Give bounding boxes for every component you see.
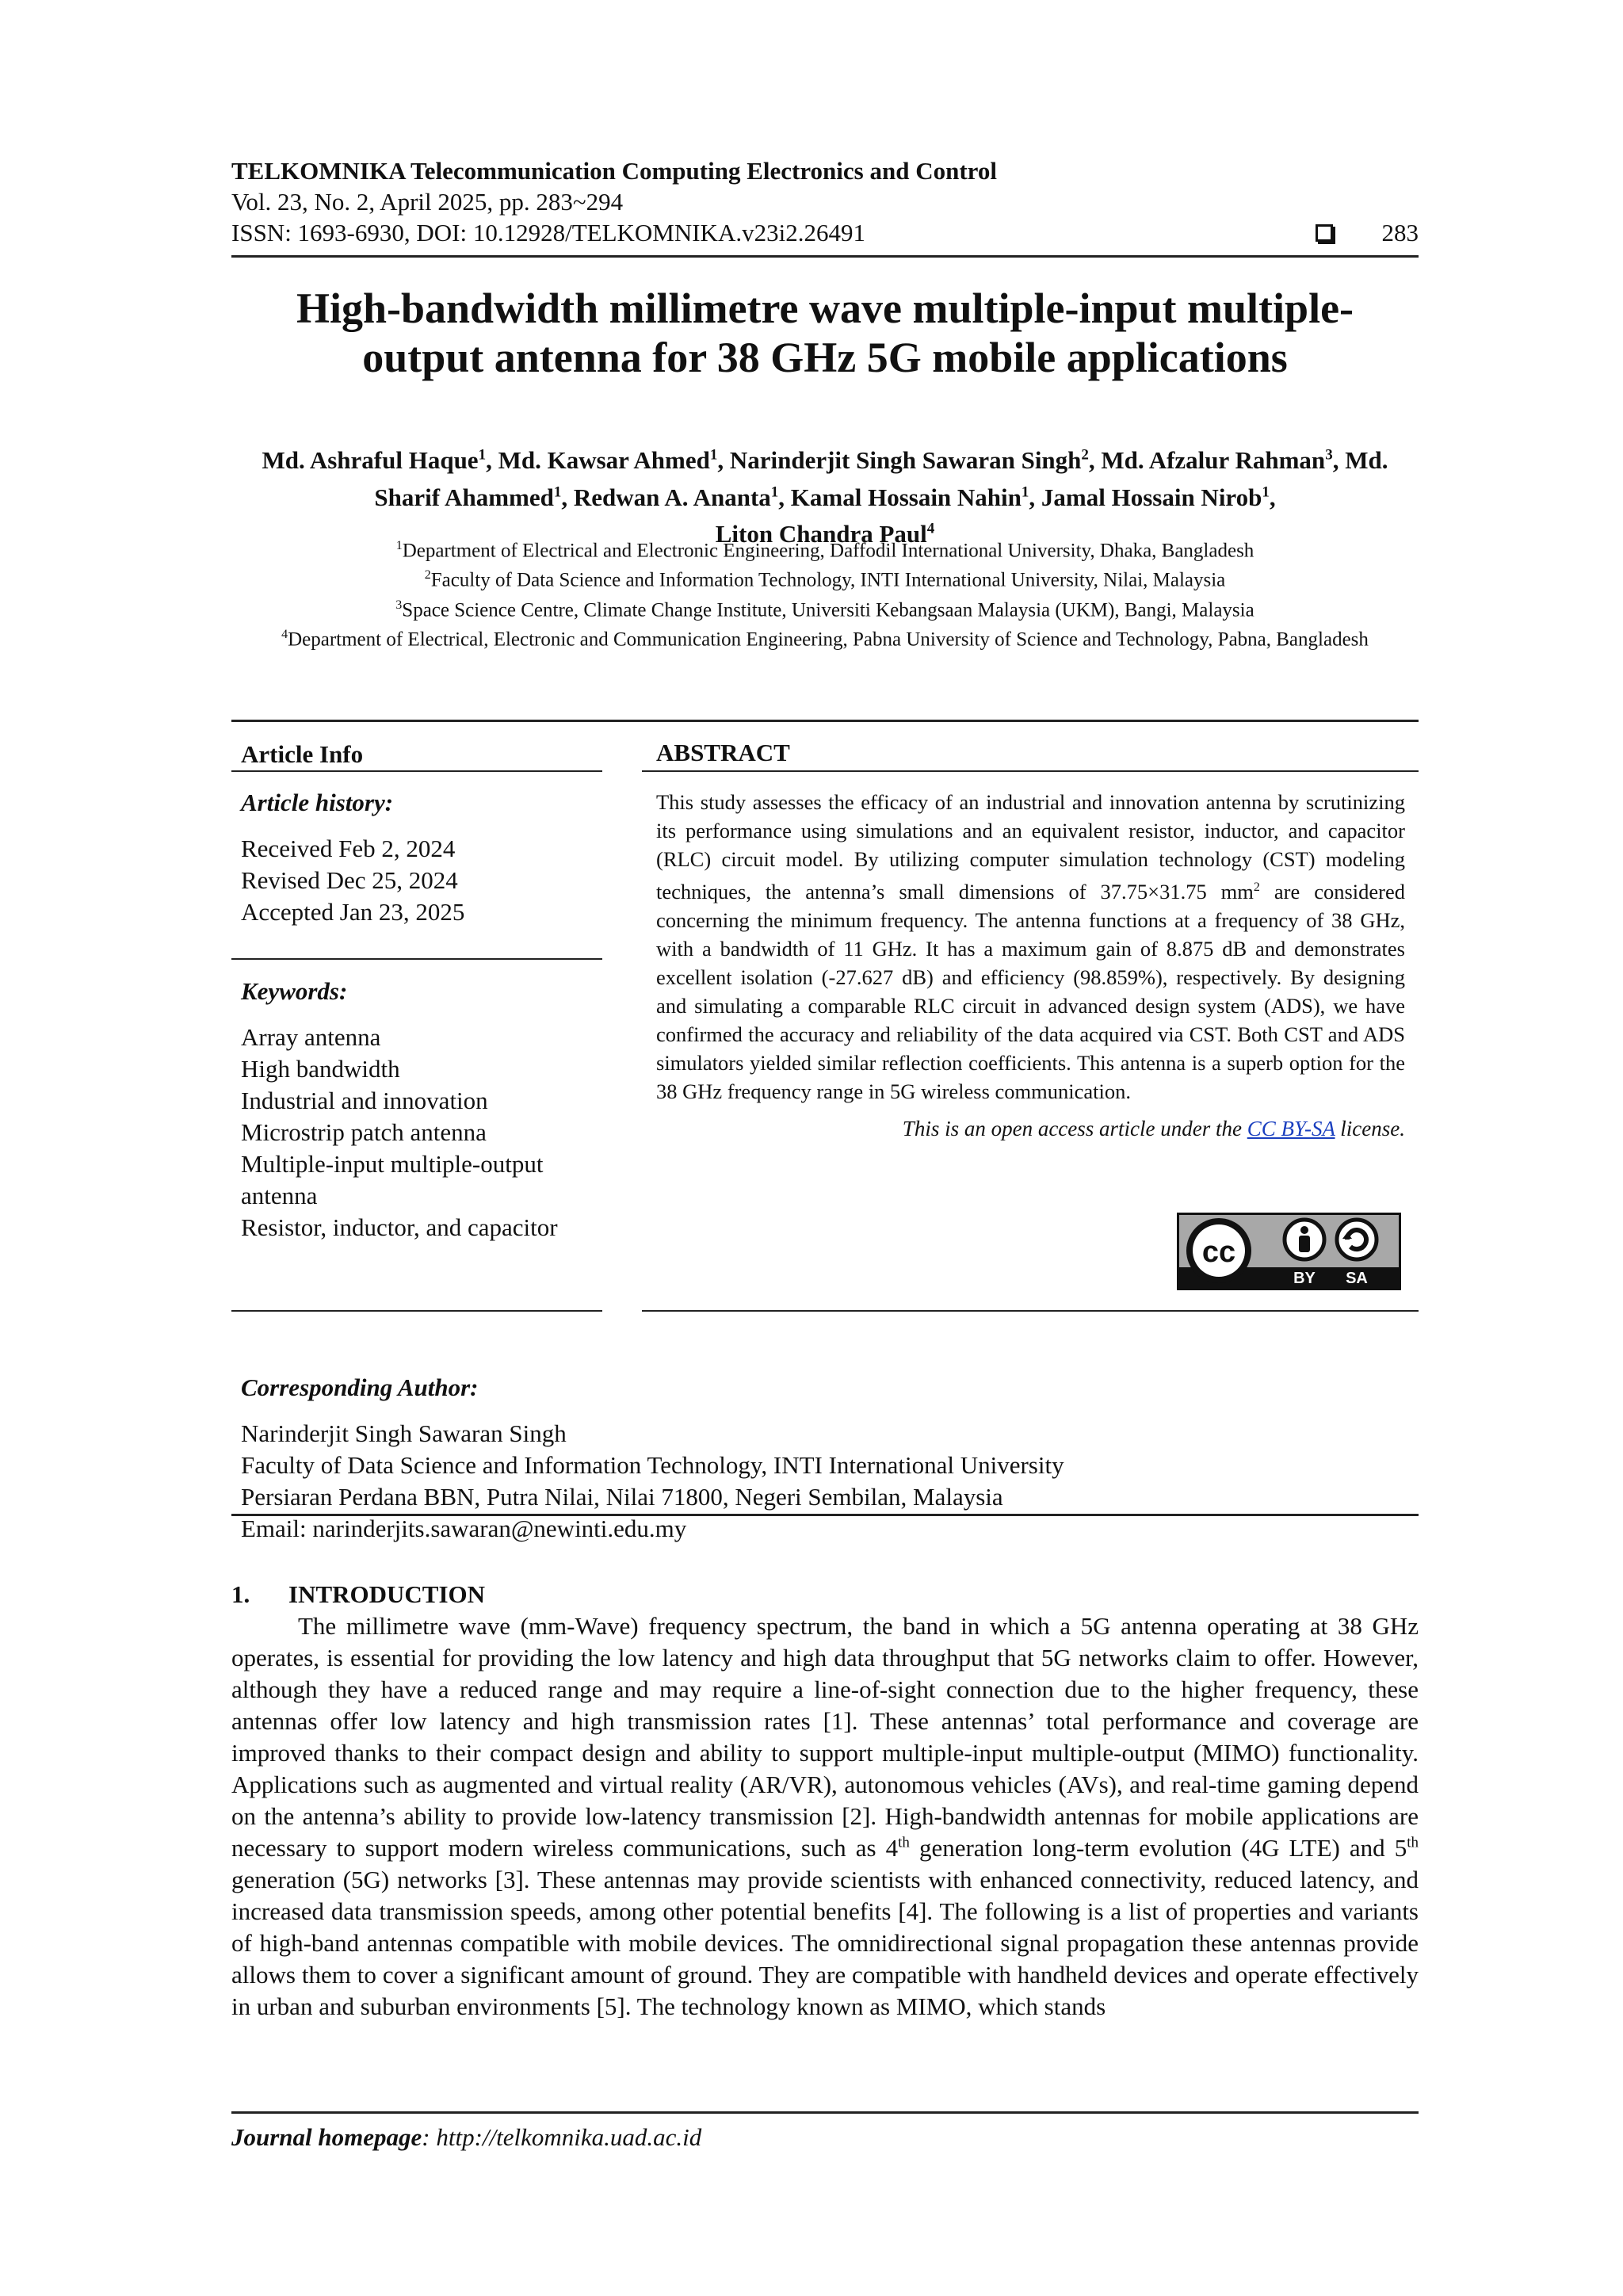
cc-by-sa-badge[interactable] <box>1177 1213 1401 1290</box>
keyword: Microstrip patch antenna <box>241 1118 487 1146</box>
by-label: BY <box>1293 1270 1316 1287</box>
keyword: Array antenna <box>241 1023 381 1051</box>
affiliation-list <box>231 533 1419 651</box>
volume-line: Vol. 23, No. 2, April 2025, pp. 283~294 <box>231 188 624 216</box>
abstract <box>656 739 1405 767</box>
affiliation: $^1$Department of Electrical and Electronic Engineering, Daffodil International University, Dhaka, Bangladesh <box>395 539 1254 562</box>
author: Md. Afzalur Rahman$^3$, <box>1101 446 1346 475</box>
author: Narinderjit Singh Sawaran Singh$^2$, <box>729 446 1102 475</box>
affiliation: $^2$Faculty of Data Science and Information Technology, INTI International University, Nilai, Malaysia <box>424 568 1226 591</box>
author: Kamal Hossain Nahin$^1$, <box>790 483 1041 511</box>
corr-name: Narinderjit Singh Sawaran Singh <box>241 1419 567 1447</box>
page-number-group <box>1316 217 1419 248</box>
keywords-section <box>241 976 601 1244</box>
by-icon-body <box>1299 1236 1310 1252</box>
title-line-1: High-bandwidth millimetre wave multiple-input multiple- <box>296 285 1354 332</box>
corr-heading: Corresponding Author: <box>241 1373 479 1401</box>
abstract-rule <box>642 770 1419 772</box>
issn-row <box>231 217 1419 248</box>
page-number: 283 <box>1381 219 1419 246</box>
license-notice: This is an open access article under the CC BY-SA license. <box>902 1116 1405 1140</box>
corr-affiliation: Faculty of Data Science and Information Technology, INTI International University <box>241 1451 1064 1479</box>
footer-rule <box>231 2111 1419 2114</box>
cc-badge-graphic <box>1179 1215 1399 1288</box>
intro-paragraph: The millimetre wave (mm-Wave) frequency spectrum, the band in which a 5G antenna operating at 38 GHz operates, is essential for providing the low latency and high data throughput that 5G networks claim to offer. However, although they have a reduced range and may require a line-of-sight connection due to the higher frequency, these antennas offer low latency and high transmission rates [1]. These antennas’ total performance and coverage are improved thanks to their compact design and ability to support multiple-input multiple-output (MIMO) functionality. Applications such as augmented and virtual reality (AR/VR), autonomous vehicles (AVs), and real-time gaming depend on the antenna’s ability to provide low-latency transmission [2]. High-bandwidth antennas for mobile applications are necessary to support modern wireless communications, such as 4th generation long-term evolution (4G LTE) and 5th generation (5G) networks [3]. These antennas may provide scientists with enhanced connectivity, reduced latency, and increased data transmission speeds, among other potential benefits [4]. The following is a list of properties and variants of high-band antennas compatible with mobile devices. The omnidirectional signal propagation these antennas provide allows them to cover a significant amount of ground. They are compatible with handheld devices and operate effectively in urban and suburban environments [5]. The technology known as MIMO, which stands <box>231 1612 1419 2020</box>
introduction-section <box>231 1579 1419 2023</box>
article-history <box>241 787 601 928</box>
author: Redwan A. Ananta$^1$, <box>573 483 791 511</box>
title-line-2: output antenna for 38 GHz 5G mobile applications <box>362 334 1288 381</box>
history-heading: Article history: <box>241 789 394 816</box>
keywords-heading: Keywords: <box>241 977 348 1005</box>
journal-name: TELKOMNIKA Telecommunication Computing Electronics and Control <box>231 157 997 185</box>
issn-line: ISSN: 1693-6930, DOI: 10.12928/TELKOMNIKA.v23i2.26491 <box>231 219 865 246</box>
keyword: Resistor, inductor, and capacitor <box>241 1213 558 1241</box>
keywords-rule <box>231 958 602 960</box>
abstract-text: This study assesses the efficacy of an industrial and innovation antenna by scrutinizing its performance using simulations and an equivalent resistor, inductor, and capacitor (RLC) circuit model. By utilizing computer simulation technology (CST) modeling techniques, the antenna’s small dimensions of 37.75×31.75 $mm^2$ are considered concerning the minimum frequency. The antenna functions at a frequency of 38 GHz, with a bandwidth of 11 GHz. It has a maximum gain of 8.875 dB and demonstrates excellent isolation (-27.627 dB) and efficiency (98.859%), respectively. By designing and simulating a comparable RLC circuit in advanced design system (ADS), we have confirmed the accuracy and reliability of the data acquired via CST. Both CST and ADS simulators yielded similar reflection coefficients. This antenna is a superb option for the 38 GHz frequency range in 5G wireless communication. <box>656 790 1406 1103</box>
revised-date: Revised Dec 25, 2024 <box>241 866 458 894</box>
abstract-heading: ABSTRACT <box>656 739 790 766</box>
received-date: Received Feb 2, 2024 <box>241 835 456 862</box>
author: Md. Sharif Ahammed$^1$, <box>374 446 1388 511</box>
sa-icon <box>1337 1220 1377 1259</box>
homepage-link[interactable]: : http://telkomnika.uad.ac.id <box>422 2123 702 2151</box>
sa-label: SA <box>1346 1270 1368 1287</box>
left-bottom-rule <box>231 1310 602 1312</box>
cc-by-sa-link[interactable]: CC BY-SA <box>1247 1116 1335 1140</box>
author: Md. Ashraful Haque$^1$, <box>262 446 498 475</box>
abstract-body <box>656 788 1405 1141</box>
abstract-bottom-rule <box>642 1310 1419 1312</box>
author: Jamal Hossain Nirob$^1$, <box>1041 483 1276 511</box>
square-icon <box>1316 224 1333 242</box>
cc-letters: cc <box>1201 1236 1236 1269</box>
section-heading: 1. INTRODUCTION <box>231 1580 486 1608</box>
author: Liton Chandra Paul$^4$ <box>715 519 935 548</box>
author: Md. Kawsar Ahmed$^1$, <box>498 446 730 475</box>
article-info <box>241 739 601 770</box>
by-icon-head <box>1300 1226 1308 1234</box>
accepted-date: Accepted Jan 23, 2025 <box>241 898 465 926</box>
journal-header <box>231 155 1419 248</box>
keyword: High bandwidth <box>241 1055 400 1083</box>
affiliation: $^4$Department of Electrical, Electronic and Communication Engineering, Pabna University of Science and Technology, Pabna, Bangladesh <box>281 627 1369 651</box>
header-rule <box>231 255 1419 258</box>
journal-footer: Journal homepage: http://telkomnika.uad.ac.id <box>231 2123 702 2151</box>
article-info-heading: Article Info <box>241 740 364 768</box>
article-info-rule <box>231 770 602 772</box>
affiliation: $^3$Space Science Centre, Climate Change Institute, Universiti Kebangsaan Malaysia (UKM), Bangi, Malaysia <box>395 598 1254 621</box>
info-top-rule <box>231 720 1419 722</box>
corr-address: Persiaran Perdana BBN, Putra Nilai, Nilai 71800, Negeri Sembilan, Malaysia <box>241 1483 1003 1511</box>
paper-title <box>231 284 1419 382</box>
keyword: Multiple-input multiple-output antenna <box>241 1150 544 1209</box>
keyword: Industrial and innovation <box>241 1087 488 1114</box>
corr-email[interactable]: Email: narinderjits.sawaran@newinti.edu.my <box>241 1515 687 1542</box>
corresponding-author <box>241 1372 1406 1545</box>
